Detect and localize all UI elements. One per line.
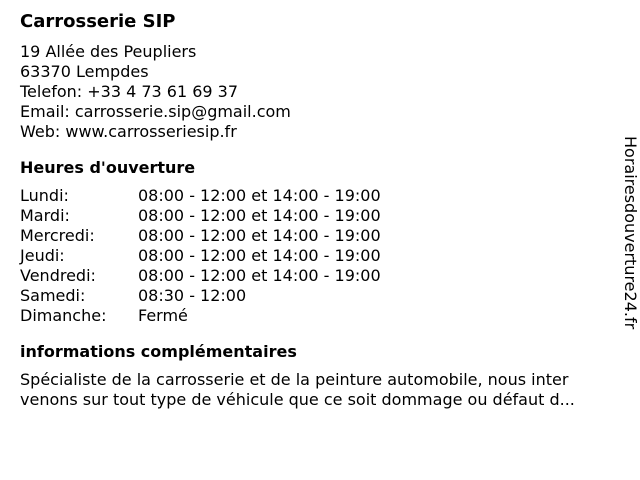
address-city: 63370 Lempdes (20, 62, 149, 81)
opening-hours-table (20, 186, 620, 326)
hours-time: Fermé (138, 306, 188, 325)
hours-row-sunday (20, 306, 620, 326)
hours-row-thursday (20, 246, 620, 266)
hours-day: Samedi: (20, 286, 86, 305)
hours-day: Jeudi: (20, 246, 65, 265)
hours-row-saturday (20, 286, 620, 306)
watermark-text: Horairesdouverture24.fr (621, 136, 640, 330)
hours-time: 08:00 - 12:00 et 14:00 - 19:00 (138, 246, 381, 265)
business-name: Carrosserie SIP (20, 11, 176, 32)
hours-row-tuesday (20, 206, 620, 226)
hours-day: Mardi: (20, 206, 70, 225)
additional-info-line-1: Spécialiste de la carrosserie et de la peinture automobile, nous inter (20, 370, 569, 389)
hours-day: Lundi: (20, 186, 69, 205)
hours-day: Dimanche: (20, 306, 107, 325)
address-street: 19 Allée des Peupliers (20, 42, 197, 61)
hours-day: Mercredi: (20, 226, 95, 245)
hours-time: 08:00 - 12:00 et 14:00 - 19:00 (138, 226, 381, 245)
hours-row-monday (20, 186, 620, 206)
hours-time: 08:00 - 12:00 et 14:00 - 19:00 (138, 206, 381, 225)
email-line: Email: carrosserie.sip@gmail.com (20, 102, 291, 121)
opening-hours-title: Heures d'ouverture (20, 158, 196, 177)
hours-row-wednesday (20, 226, 620, 246)
additional-info-line-2: venons sur tout type de véhicule que ce soit dommage ou défaut d... (20, 390, 575, 409)
hours-time: 08:30 - 12:00 (138, 286, 247, 305)
web-line: Web: www.carrosseriesip.fr (20, 122, 237, 141)
phone-line: Telefon: +33 4 73 61 69 37 (20, 82, 239, 101)
site-watermark (605, 136, 639, 346)
hours-time: 08:00 - 12:00 et 14:00 - 19:00 (138, 186, 381, 205)
additional-info-title: informations complémentaires (20, 342, 297, 361)
hours-day: Vendredi: (20, 266, 96, 285)
hours-time: 08:00 - 12:00 et 14:00 - 19:00 (138, 266, 381, 285)
hours-row-friday (20, 266, 620, 286)
business-card (20, 10, 620, 410)
